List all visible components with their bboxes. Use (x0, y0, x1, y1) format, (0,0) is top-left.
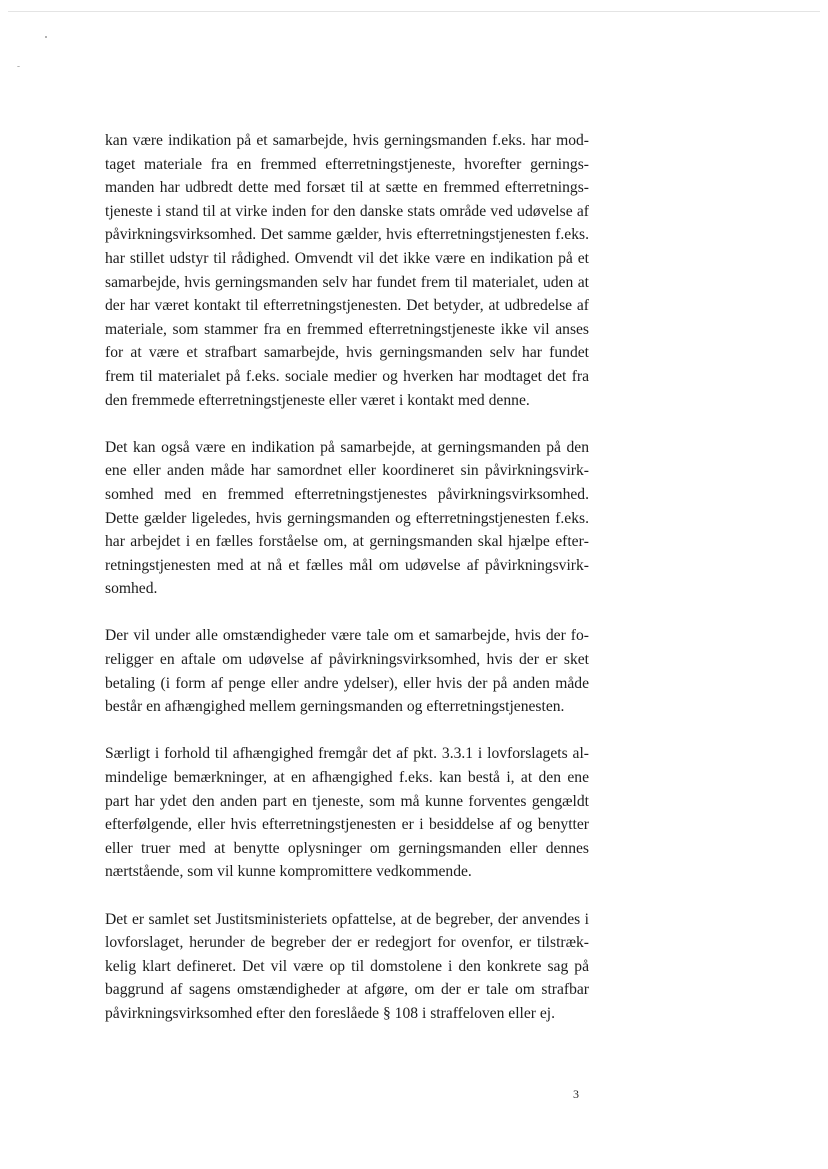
scan-speck (45, 36, 47, 38)
paragraph-2: Det kan også være en indikation på samarbejde, at gerningsmanden på den ene eller anden måde har samordnet eller koordineret sin påvirkningsvirksomhed med en fremmed efterretningstjenestes påvirkningsvirksomhed. Dette gælder ligeledes, hvis gerningsmanden og efterretningstjenesten f.eks. har arbejdet i en fælles forståelse om, at gerningsmanden skal hjælpe efterretningstjenesten med at nå et fælles mål om udøvelse af påvirkningsvirksomhed. (105, 438, 589, 598)
scan-speck (17, 66, 20, 67)
scan-edge-line (8, 11, 820, 12)
paragraph-5: Det er samlet set Justitsministeriets opfattelse, at de begreber, der anvendes i lovforslaget, herunder de begreber der er redegjort for ovenfor, er tilstrækkelig klart defineret. Det vil være op til domstolene i den konkrete sag på baggrund af sagens omstændigheder at afgøre, om der er tale om strafbar påvirkningsvirksomhed efter den foreslåede § 108 i straffeloven eller ej. (105, 910, 589, 1022)
paragraph-4: Særligt i forhold til afhængighed fremgår det af pkt. 3.3.1 i lovforslagets almindelige bemærkninger, at en afhængighed f.eks. kan bestå i, at den ene part har ydet den anden part en tjeneste, som må kunne forventes gengældt efterfølgende, eller hvis efterretningstjenesten er i besiddelse af og benytter eller truer med at benytte oplysninger om gerningsmanden eller dennes nærtstående, som vil kunne kompromittere vedkommende. (105, 745, 589, 881)
page-number: 3 (573, 1087, 579, 1101)
paragraph-3: Der vil under alle omstændigheder være tale om et samarbejde, hvis der foreligger en aftale om udøvelse af påvirkningsvirksomhed, hvis der er sket betaling (i form af penge eller andre ydelser), eller hvis der på anden måde består en afhængighed mellem gerningsmanden og efterretningstjenesten. (105, 627, 589, 716)
paragraph-1: kan være indikation på et samarbejde, hvis gerningsmanden f.eks. har modtaget materiale fra en fremmed efterretningstjeneste, hvorefter gerningsmanden har udbredt dette med forsæt til at sætte en fremmed efterretningstjeneste i stand til at virke inden for den danske stats område ved udøvelse af påvirkningsvirksomhed. Det samme gælder, hvis efterretningstjenesten f.eks. har stillet udstyr til rådighed. Omvendt vil det ikke være en indikation på et samarbejde, hvis gerningsmanden selv har fundet frem til materialet, uden at der har været kontakt til efterretningstjenesten. Det betyder, at udbredelse af materiale, som stammer fra en fremmed efterretningstjeneste ikke vil anses for at være et strafbart samarbejde, hvis gerningsmanden selv har fundet frem til materialet på f.eks. sociale medier og hverken har modtaget det fra den fremmede efterretningstjeneste eller været i kontakt med denne. (105, 132, 589, 409)
body-text (105, 129, 589, 1026)
